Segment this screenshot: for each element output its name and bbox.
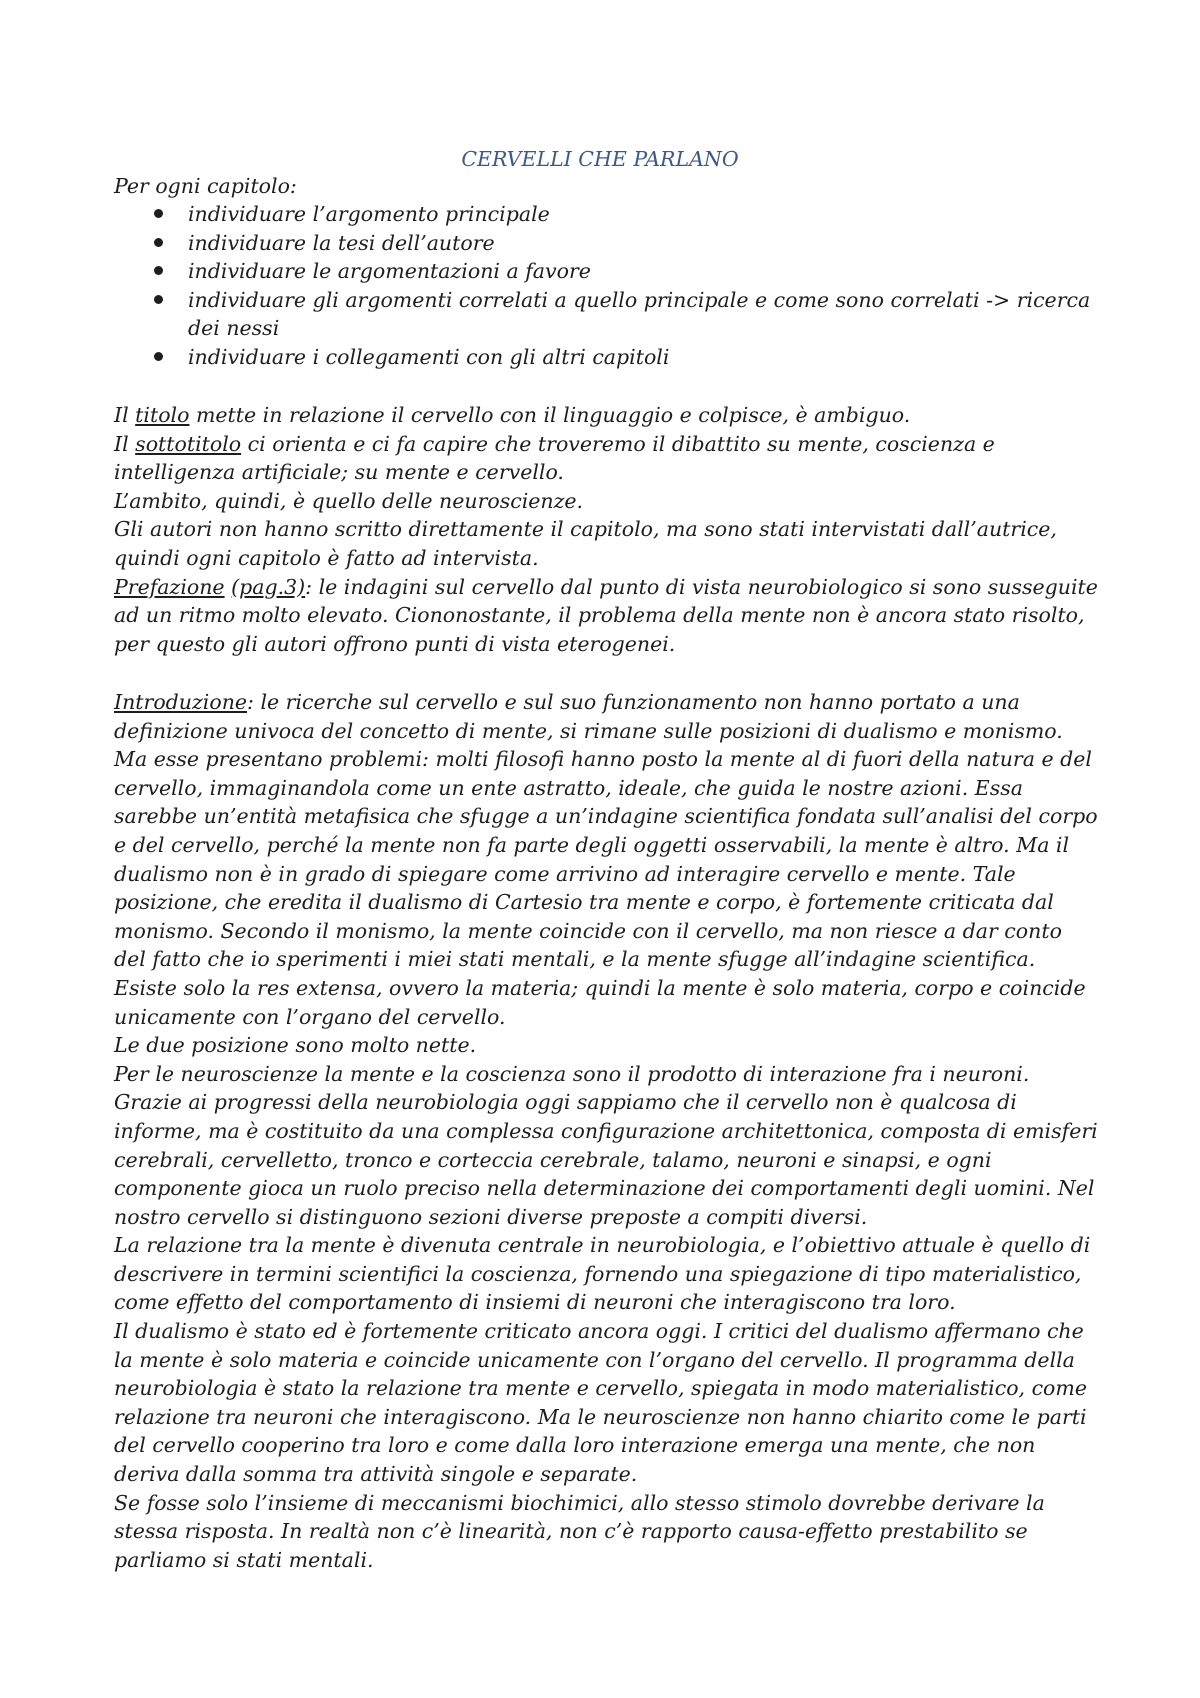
bullet-icon [154,295,163,304]
document-title: CERVELLI CHE PARLANO [461,147,739,171]
text-fragment: mette in relazione il cervello con il linguaggio e colpisce, è ambiguo. [189,403,911,427]
body-paragraph: Se fosse solo l’insieme di meccanismi biochimici, allo stesso stimolo dovrebbe derivare la stessa risposta. In realtà non c’è linearità, non c’è rapporto causa-effetto prestabilito se parliamo si stati mentali. [114,1490,1045,1572]
text-fragment: Il [114,403,136,427]
list-item-text: individuare gli argomenti correlati a quello principale e come sono correlati -> ricerca dei nessi [188,287,1091,341]
text-fragment: : le ricerche sul cervello e sul suo funzionamento non hanno portato a una definizione univoca del concetto di mente, si rimane sulle posizioni di dualismo e monismo. [114,690,1063,743]
list-item [114,200,1099,229]
intro-line: Per ogni capitolo: [114,174,297,198]
underlined-term: Introduzione [114,690,248,714]
bullet-icon [154,352,163,361]
list-item-text: individuare la tesi dell’autore [188,230,495,255]
underlined-term: titolo [135,403,190,427]
body-paragraph: Ma esse presentano problemi: molti filosofi hanno posto la mente al di fuori della natura e del cervello, immaginandola come un ente astratto, ideale, che guida le nostre azioni. Essa sarebbe un’entità metafisica che sfugge a un’indagine scientifica fondata sull’analisi del corpo e del cervello, perché la mente non fa parte degli oggetti osservabili, la mente è altro. Ma il dualismo non è in grado di spiegare come arrivino ad interagire cervello e mente. Tale posizione, che eredita il dualismo di Cartesio tra mente e corpo, è fortemente criticata dal monismo. Secondo il monismo, la mente coincide con il cervello, ma non riesce a dar conto del fatto che io sperimenti i miei stati mentali, e la mente sfugge all’indagine scientifica. [114,747,1098,972]
underlined-term: Prefazione [114,574,225,599]
body-paragraph: Esiste solo la res extensa, ovvero la materia; quindi la mente è solo materia, corpo e coincide unicamente con l’organo del cervello. [114,975,1086,1029]
list-item-text: individuare i collegamenti con gli altri capitoli [188,344,670,369]
preface-paragraph [114,573,1099,659]
list-item [114,343,1099,372]
list-item-text: individuare l’argomento principale [188,202,550,226]
text-fragment: ci orienta e ci fa capire che troveremo il dibattito su mente, coscienza e intelligenza artificiale; su mente e cervello. [114,431,995,485]
text-fragment: Il [114,431,136,456]
subtitle-paragraph [114,430,1099,487]
list-item [114,286,1099,343]
section-introduction [114,688,1099,1574]
body-paragraph: Il dualismo è stato ed è fortemente criticato ancora oggi. I critici del dualismo affermano che la mente è solo materia e coincide unicamente con l’organo del cervello. Il programma della neurobiologia è stato la relazione tra mente e cervello, spiegata in modo materialistico, come relazione tra neuroni che interagiscono. Ma le neuroscienze non hanno chiarito come le parti del cervello cooperino tra loro e come dalla loro interazione emerga una mente, che non deriva dalla somma tra attività singole e separate. [114,1319,1087,1487]
body-paragraph: Per le neuroscienze la mente e la coscienza sono il prodotto di interazione fra i neuroni. [114,1061,1030,1086]
list-item-text: individuare le argomentazioni a favore [188,259,591,284]
bullet-icon [154,266,163,275]
introduction-paragraph [114,688,1099,745]
title-paragraph [114,401,1099,430]
body-paragraph: Grazie ai progressi della neurobiologia oggi sappiamo che il cervello non è qualcosa di informe, ma è costituito da una complessa configurazione architettonica, composta di emisferi cerebrali, cervelletto, tronco e corteccia cerebrale, talamo, neuroni e sinapsi, e ogni componente gioca un ruolo preciso nella determinazione dei comportamenti degli uomini. Nel nostro cervello si distinguono sezioni diverse preposte a compiti diversi. [114,1090,1098,1229]
task-list [114,200,1099,372]
scope-paragraph: L’ambito, quindi, è quello delle neuroscienze. [114,488,584,513]
bullet-icon [154,209,163,218]
text-fragment: : le indagini sul cervello dal punto di vista neurobiologico si sono susseguite ad un ritmo molto elevato. Ciononostante, il problema della mente non è ancora stato risolto, per questo gli autori offrono punti di vista eterogenei. [114,574,1098,656]
list-item [114,229,1099,258]
authors-paragraph: Gli autori non hanno scritto direttamente il capitolo, ma sono stati intervistati dall’autrice, quindi ogni capitolo è fatto ad intervista. [114,517,1057,570]
section-overview [114,401,1099,658]
underlined-term: (pag.3) [231,574,306,599]
underlined-term: sottotitolo [135,431,242,456]
bullet-icon [154,238,163,247]
body-paragraph: La relazione tra la mente è divenuta centrale in neurobiologia, e l’obiettivo attuale è quello di descrivere in termini scientifici la coscienza, fornendo una spiegazione di tipo materialistico, come effetto del comportamento di insiemi di neuroni che interagiscono tra loro. [114,1233,1091,1315]
list-item [114,257,1099,286]
body-paragraph: Le due posizione sono molto nette. [114,1033,477,1058]
